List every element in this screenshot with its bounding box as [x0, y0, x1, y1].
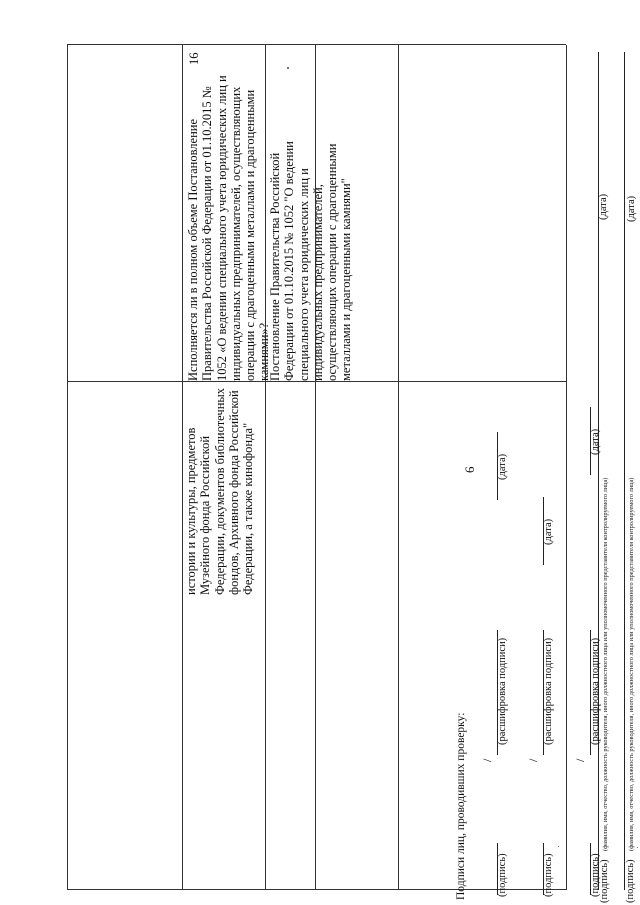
controlled-person-caption: (фамилия, имя, отчество, должность руководителя, иного должностного лица или уполномоченного представителя контролируемого лица) — [602, 477, 609, 851]
table-border-column — [398, 45, 399, 890]
table-border-column — [182, 45, 183, 890]
signature-line — [598, 52, 599, 890]
table-border-right — [67, 44, 566, 45]
table-border-bottom — [566, 45, 567, 890]
inspectors-title: Подписи лиц, проводивших проверку: — [455, 712, 467, 900]
decoding-caption: (расшифровка подписи) — [543, 637, 554, 745]
scan-speck — [287, 67, 289, 69]
signature-line — [624, 52, 625, 890]
table-border-left — [67, 889, 566, 890]
page-number: 6 — [462, 466, 477, 473]
signature-caption: (подпись) — [590, 853, 601, 897]
date-caption: (дата) — [497, 453, 508, 480]
controlled-person-caption: (фамилия, имя, отчество, должность руководителя, иного должностного лица или уполномоченного представителя контролируемого лица) — [628, 477, 635, 851]
date-caption: (дата) — [543, 518, 554, 545]
question-text: Исполняется ли в полном объеме Постановление Правительства Российской Федерации от 01.10.2015 № 1052 «О ведении специального учета юридических лиц и индивидуальных предпринимателей, осуществляющих операции с драгоценными металлами и драгоценными камнями»? — [186, 75, 272, 381]
scan-speck — [637, 847, 638, 848]
slash-separator: / — [526, 758, 540, 762]
scan-speck — [558, 846, 559, 847]
previous-row-requisites: истории и культуры, предметов Музейного фонда Российской Федерации, документов библиотечных фондов, Архивного фонда Российской Федерации, а также кинофонда" — [184, 387, 256, 595]
decoding-caption: (расшифровка подписи) — [590, 637, 601, 745]
date-caption: (дата) — [590, 428, 601, 455]
signature-caption: (подпись) — [497, 853, 508, 897]
signature-caption: (подпись) — [625, 859, 636, 903]
signature-caption: (подпись) — [543, 853, 554, 897]
table-row-divider — [67, 381, 566, 382]
date-caption: (дата) — [626, 195, 637, 222]
requisites-text: Постановление Правительства Российской Федерации от 01.10.2015 № 1052 "О ведении специального учета юридических лиц и индивидуальных предпринимателей, осуществляющих операции с драгоценными металлами и драгоценными камнями" — [268, 141, 354, 381]
row-number: 16 — [187, 52, 201, 65]
signature-caption: (подпись) — [599, 859, 610, 903]
slash-separator: / — [573, 758, 587, 762]
slash-separator: / — [480, 758, 494, 762]
table-border-top — [67, 45, 68, 890]
decoding-caption: (расшифровка подписи) — [497, 637, 508, 745]
date-caption: (дата) — [598, 193, 609, 220]
